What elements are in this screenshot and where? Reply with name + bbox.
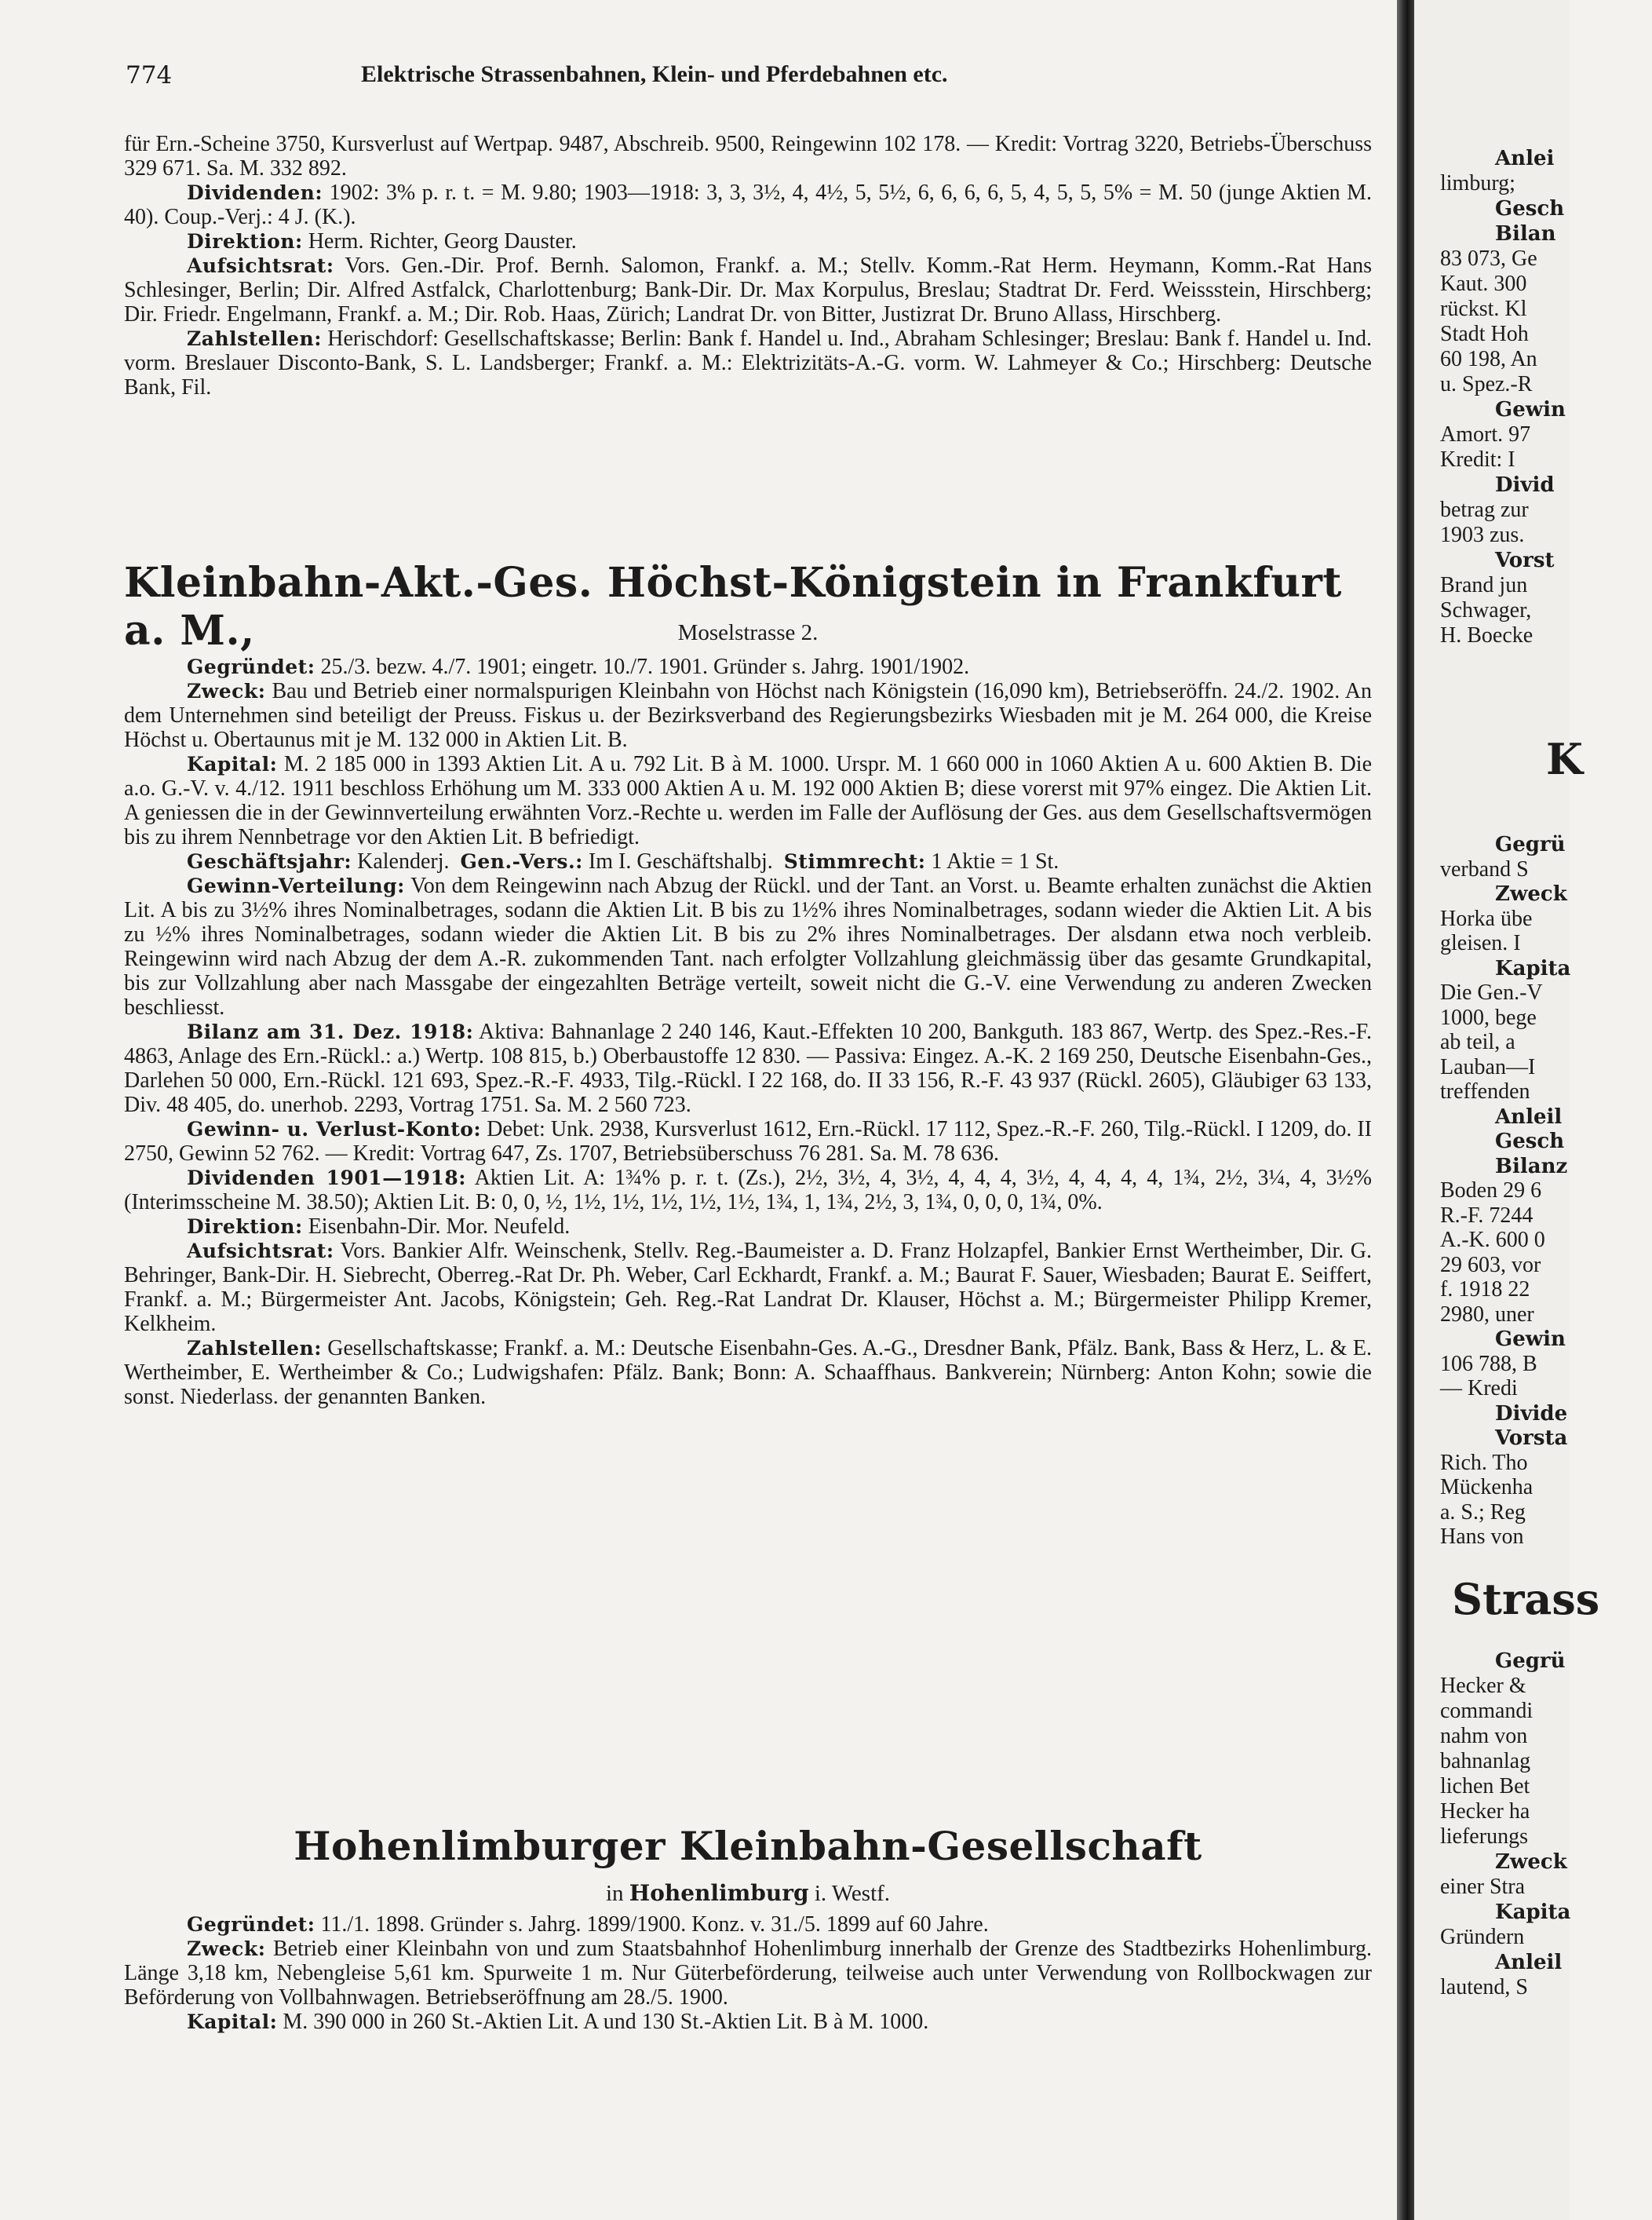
facing-page-line: Gewin [1495, 1327, 1566, 1351]
purpose: Zweck: Betrieb einer Kleinbahn von und zum Staatsbahnhof Hohenlimburg innerhalb der Grenze des Stadtbezirks Hohenlimburg. Länge 3,18 km, Nebengleise 5,61 km. Spurweite 1 m. Nur Güterbeförderung, teilweise auch unter Verwendung von Rollbockwagen zur Beförderung von Vollbahnwagen. Betriebseröffnung am 28./5. 1900. [124, 1937, 1373, 2010]
facing-page-line: H. Boecke [1440, 623, 1533, 648]
facing-page-line: Zweck [1495, 1850, 1567, 1874]
facing-page-line: — Kredi [1440, 1376, 1518, 1400]
facing-page-line: Anlei [1495, 147, 1555, 170]
facing-page-line: Lauban—I [1440, 1054, 1536, 1079]
facing-page-line: Rich. Tho [1440, 1450, 1528, 1475]
entry-hohenlimburg [124, 1912, 1372, 2034]
facing-page-line: bahnanlag [1440, 1749, 1531, 1773]
profit-loss-account: Gewinn- u. Verlust-Konto: Debet: Unk. 2938, Kursverlust 1612, Ern.-Rückl. 17 112, Spez.-R.-F. 260, Tilg.-Rückl. I 1209, do. II 2750, Gewinn 52 762. — Kredit: Vortrag 647, Zs. 1707, Betriebsüberschuss 76 281. Sa. M. 78 636. [124, 1117, 1373, 1166]
facing-page-line: 1000, bege [1440, 1005, 1537, 1030]
facing-page-line: Gegrü [1495, 1649, 1566, 1673]
facing-page-line: Schwager, [1440, 598, 1532, 623]
facing-page-line: lieferungs [1440, 1824, 1528, 1849]
page-number: 774 [126, 61, 173, 89]
prev-gewinn-text: für Ern.-Scheine 3750, Kursverlust auf Wertpap. 9487, Abschreib. 9500, Reingewinn 102 178. — Kredit: Vortrag 3220, Betriebs-Überschuss 329 671. Sa. M. 332 892. [124, 132, 1372, 181]
section-title-hohenlimburg: Hohenlimburger Kleinbahn-Gesellschaft [294, 1823, 1202, 1869]
facing-page-line: Hecker ha [1440, 1799, 1530, 1824]
facing-page-line: Boden 29 6 [1440, 1178, 1542, 1203]
prev-paying-agents: Zahlstellen: Herischdorf: Gesellschaftskasse; Berlin: Bank f. Handel u. Ind., Abraham Schlesinger; Breslau: Bank f. Handel u. Ind. vorm. Breslauer Disconto-Bank, S. L. Landsberger; Frankf. a. M.: Elektrizitäts-A.-G. vorm. W. Lahmeyer & Co.; Hirschberg: Deutsche Bank, Fil. [124, 327, 1372, 400]
facing-page-line: einer Stra [1440, 1875, 1526, 1899]
prev-entry [124, 132, 1372, 400]
facing-page-line: A.-K. 600 0 [1440, 1228, 1545, 1252]
facing-page-line: Gründern [1440, 1925, 1525, 1949]
running-title: Elektrische Strassenbahnen, Klein- und Pferdebahnen etc. [361, 61, 948, 87]
facing-page-line: Hecker & [1440, 1674, 1526, 1698]
facing-page-line: Gesch [1495, 197, 1565, 221]
facing-page-line: gleisen. I [1440, 931, 1521, 955]
facing-page-line: Brand jun [1440, 573, 1528, 597]
facing-page-line: Mückenha [1440, 1475, 1533, 1499]
facing-page-line: Bilanz [1495, 1154, 1568, 1178]
prev-direction: Direktion: Herm. Richter, Georg Dauster. [187, 229, 577, 254]
section-title-hoechst-koenigstein: Kleinbahn-Akt.-Ges. Höchst-Königstein in Frankfurt a. M., [124, 559, 1342, 655]
facing-page-line: Gegrü [1495, 833, 1566, 856]
facing-page-line: 1903 zus. [1440, 523, 1525, 547]
facing-page-heading: K [1546, 734, 1583, 784]
facing-page-line: Kredit: I [1440, 447, 1515, 472]
facing-page-line: Vorst [1495, 549, 1555, 572]
facing-page-line: commandi [1440, 1699, 1533, 1723]
facing-page-line: Gewin [1495, 398, 1566, 422]
supervisory-board: Aufsichtsrat: Vors. Bankier Alfr. Weinschenk, Stellv. Reg.-Baumeister a. D. Franz Holzapfel, Bankier Ernst Wertheimber, Dir. G. Behringer, Bank-Dir. H. Siebrecht, Oberreg.-Rat Dr. Ph. Weber, Carl Eckhardt, Frankf. a. M.; Baurat F. Sauer, Wiesbaden; Baurat E. Seiffert, Frankf. a. M.; Bürgermeister Ant. Jacobs, Königstein; Geh. Reg.-Rat Landrat Dr. Klauser, Höchst a. M.; Bürgermeister Philipp Kremer, Kelkheim. [124, 1239, 1373, 1336]
facing-page-line: Kapita [1495, 1901, 1571, 1924]
facing-page-line: verband S [1440, 856, 1529, 882]
facing-page-line: Kaut. 300 [1440, 272, 1527, 296]
founded: Gegründet: 11./1. 1898. Gründer s. Jahrg. 1899/1900. Konz. v. 31./5. 1899 auf 60 Jahre. [187, 1912, 989, 1937]
facing-page-line: Vorsta [1495, 1426, 1568, 1450]
facing-page-line: Divide [1495, 1401, 1568, 1426]
facing-page-line: Bilan [1495, 222, 1556, 246]
facing-page-line: lichen Bet [1440, 1774, 1530, 1798]
facing-page-line: Amort. 97 [1440, 422, 1531, 447]
fiscal-year: Geschäftsjahr: Kalenderj. Gen.-Vers.: Im I. Geschäftshalbj. Stimmrecht: 1 Aktie = 1 St. [187, 849, 1059, 874]
facing-page-line: 60 198, An [1440, 347, 1537, 371]
section-address: Moselstrasse 2. [677, 620, 819, 645]
profit-distribution: Gewinn-Verteilung: Von dem Reingewinn nach Abzug der Rückl. und der Tant. an Vorst. u. Beamte erhalten zunächst die Aktien Lit. A bis zu 3½% ihres Nominalbetrages, sodann die Aktien Lit. B bis zu 1½% ihres Nominalbetrages, sodann wieder die Aktien Lit. A bis zu ½% ihres Nominalbetrages, sodann wieder die Aktien Lit. B bis zu 2% ihres Nominalbetrages. Der alsdann etwa noch verbleib. Reingewinn wird nach Abzug der dem A.-R. zukommenden Tant. nach erfolgter Vollzahlung gleichmässig über das gesamte Grundkapital, bis zur Vollzahlung aber nach Massgabe der eingezahlten Beträge verteilt, soweit nicht die G.-V. eine Verwendung zu anderen Zwecken beschliesst. [124, 874, 1372, 1020]
facing-page-line: lautend, S [1440, 1975, 1528, 1999]
facing-page-line: Zweck [1495, 882, 1567, 906]
facing-page-line: Divid [1495, 473, 1555, 497]
paying-agents: Zahlstellen: Gesellschaftskasse; Frankf. a. M.: Deutsche Eisenbahn-Ges. A.-G., Dresdner Bank, Pfälz. Bank, Bass & Herz, L. & E. Wertheimber, E. Wertheimber & Co.; Ludwigshafen: Pfälz. Bank; Bonn: A. Schaaffhaus. Bankverein; Nürnberg: Anton Kohn; sowie die sonst. Niederlass. der genannten Banken. [124, 1336, 1372, 1409]
facing-page-line: Kapita [1495, 956, 1571, 980]
facing-page-line: limburg; [1440, 171, 1515, 195]
facing-page-line: betrag zur [1440, 498, 1529, 522]
capital: Kapital: M. 390 000 in 260 St.-Aktien Lit. A und 130 St.-Aktien Lit. B à M. 1000. [187, 2010, 929, 2034]
facing-page-line: 106 788, B [1440, 1351, 1537, 1376]
facing-page-line: f. 1918 22 [1440, 1277, 1530, 1302]
facing-page-line: 29 603, vor [1440, 1252, 1541, 1277]
facing-page-line: R.-F. 7244 [1440, 1203, 1533, 1228]
dividends: Dividenden 1901—1918: Aktien Lit. A: 1¾% p. r. t. (Zs.), 2½, 3½, 4, 3½, 4, 4, 4, 3½, 4, 4, 4, 4, 1¾, 2½, 3¼, 4, 3½% (Interimsscheine M. 38.50); Aktien Lit. B: 0, 0, ½, 1½, 1½, 1½, 1½, 1½, 1¾, 1, 1¾, 2½, 3, 1¾, 0, 0, 0, 1¾, 0%. [124, 1166, 1372, 1214]
facing-page-line: Gesch [1495, 1130, 1565, 1153]
facing-page-line: nahm von [1440, 1724, 1528, 1748]
facing-page-line: 83 073, Ge [1440, 246, 1537, 271]
entry-hoechst-koenigstein [124, 655, 1372, 1409]
facing-page-line: a. S.; Reg [1440, 1499, 1526, 1524]
facing-page-line: treffenden [1440, 1079, 1530, 1104]
facing-page-line: ab teil, a [1440, 1030, 1515, 1054]
facing-page-line: 2980, uner [1440, 1302, 1534, 1327]
facing-page-line: Die Gen.-V [1440, 980, 1543, 1005]
book-gutter [1397, 0, 1414, 2220]
founded: Gegründet: 25./3. bezw. 4./7. 1901; eingetr. 10./7. 1901. Gründer s. Jahrg. 1901/1902. [187, 655, 970, 679]
balance-sheet: Bilanz am 31. Dez. 1918: Aktiva: Bahnanlage 2 240 146, Kaut.-Effekten 10 200, Bankguth. 183 867, Wertp. des Spez.-Res.-F. 4863, Anlage des Ern.-Rückl.: a.) Wertp. 108 815, b.) Oberbaustoffe 12 830. — Passiva: Eingez. A.-K. 2 169 250, Deutsche Eisenbahn-Ges., Darlehen 50 000, Ern.-Rückl. 121 693, Spez.-R.-F. 4933, Tilg.-Rückl. I 22 168, do. II 33 156, R.-F. 43 937 (Rückl. 2605), Gläubiger 63 133, Div. 48 405, do. unerhob. 2293, Vortrag 1751. Sa. M. 2 560 723. [124, 1020, 1372, 1117]
facing-page-line: Horka übe [1440, 906, 1533, 931]
facing-page-line: Stadt Hoh [1440, 322, 1529, 346]
direction: Direktion: Eisenbahn-Dir. Mor. Neufeld. [187, 1214, 571, 1239]
purpose: Zweck: Bau und Betrieb einer normalspurigen Kleinbahn von Höchst nach Königstein (16,090 km), Betriebseröffn. 24./2. 1902. An dem Unternehmen sind beteiligt der Preuss. Fiskus u. der Bezirksverband des Regierungsbezirks Wiesbaden mit je M. 264 000, die Kreise Höchst u. Obertaunus mit je M. 132 000 in Aktien Lit. B. [124, 679, 1373, 752]
facing-page-line: Hans von [1440, 1524, 1524, 1549]
section-location: in Hohenlimburg i. Westf. [605, 1880, 891, 1906]
prev-supervisory-board: Aufsichtsrat: Vors. Gen.-Dir. Prof. Bernh. Salomon, Frankf. a. M.; Stellv. Komm.-Rat Herm. Heymann, Komm.-Rat Hans Schlesinger, Berlin; Dir. Alfred Astfalck, Charlottenburg; Bank-Dir. Dr. Max Korpulus, Breslau; Stadtrat Dr. Ferd. Weissstein, Hirschberg; Dir. Friedr. Engelmann, Frankf. a. M.; Dir. Rob. Haas, Zürich; Landrat Dr. von Bitter, Justizrat Dr. Bruno Allass, Hirschberg. [124, 254, 1373, 327]
facing-page-heading: Strass [1452, 1574, 1600, 1624]
facing-page-line: rückst. Kl [1440, 297, 1527, 321]
facing-page-line: u. Spez.-R [1440, 372, 1533, 396]
prev-dividends: Dividenden: 1902: 3% p. r. t. = M. 9.80; 1903—1918: 3, 3, 3½, 4, 4½, 5, 5½, 6, 6, 6, 6, 5, 4, 5, 5, 5% = M. 50 (junge Aktien M. 40). Coup.-Verj.: 4 J. (K.). [124, 181, 1372, 229]
facing-page-line: Anleil [1495, 1951, 1563, 1974]
capital: Kapital: M. 2 185 000 in 1393 Aktien Lit. A u. 792 Lit. B à M. 1000. Urspr. M. 1 660 000 in 1060 Aktien A u. 600 Aktien B. Die a.o. G.-V. v. 4./12. 1911 beschloss Erhöhung um M. 333 000 Aktien A u. M. 192 000 Aktien B; diese vorerst mit 97% eingez. Die Aktien Lit. A geniessen die in der Gewinnverteilung erwähnten Vorz.-Rechte u. werden im Falle der Auflösung der Ges. aus dem Gesellschaftsvermögen bis zu ihrem Nennbetrage vor den Aktien Lit. B befriedigt. [124, 752, 1373, 849]
facing-page-line: Anleil [1495, 1105, 1563, 1129]
page-header [126, 55, 1373, 102]
